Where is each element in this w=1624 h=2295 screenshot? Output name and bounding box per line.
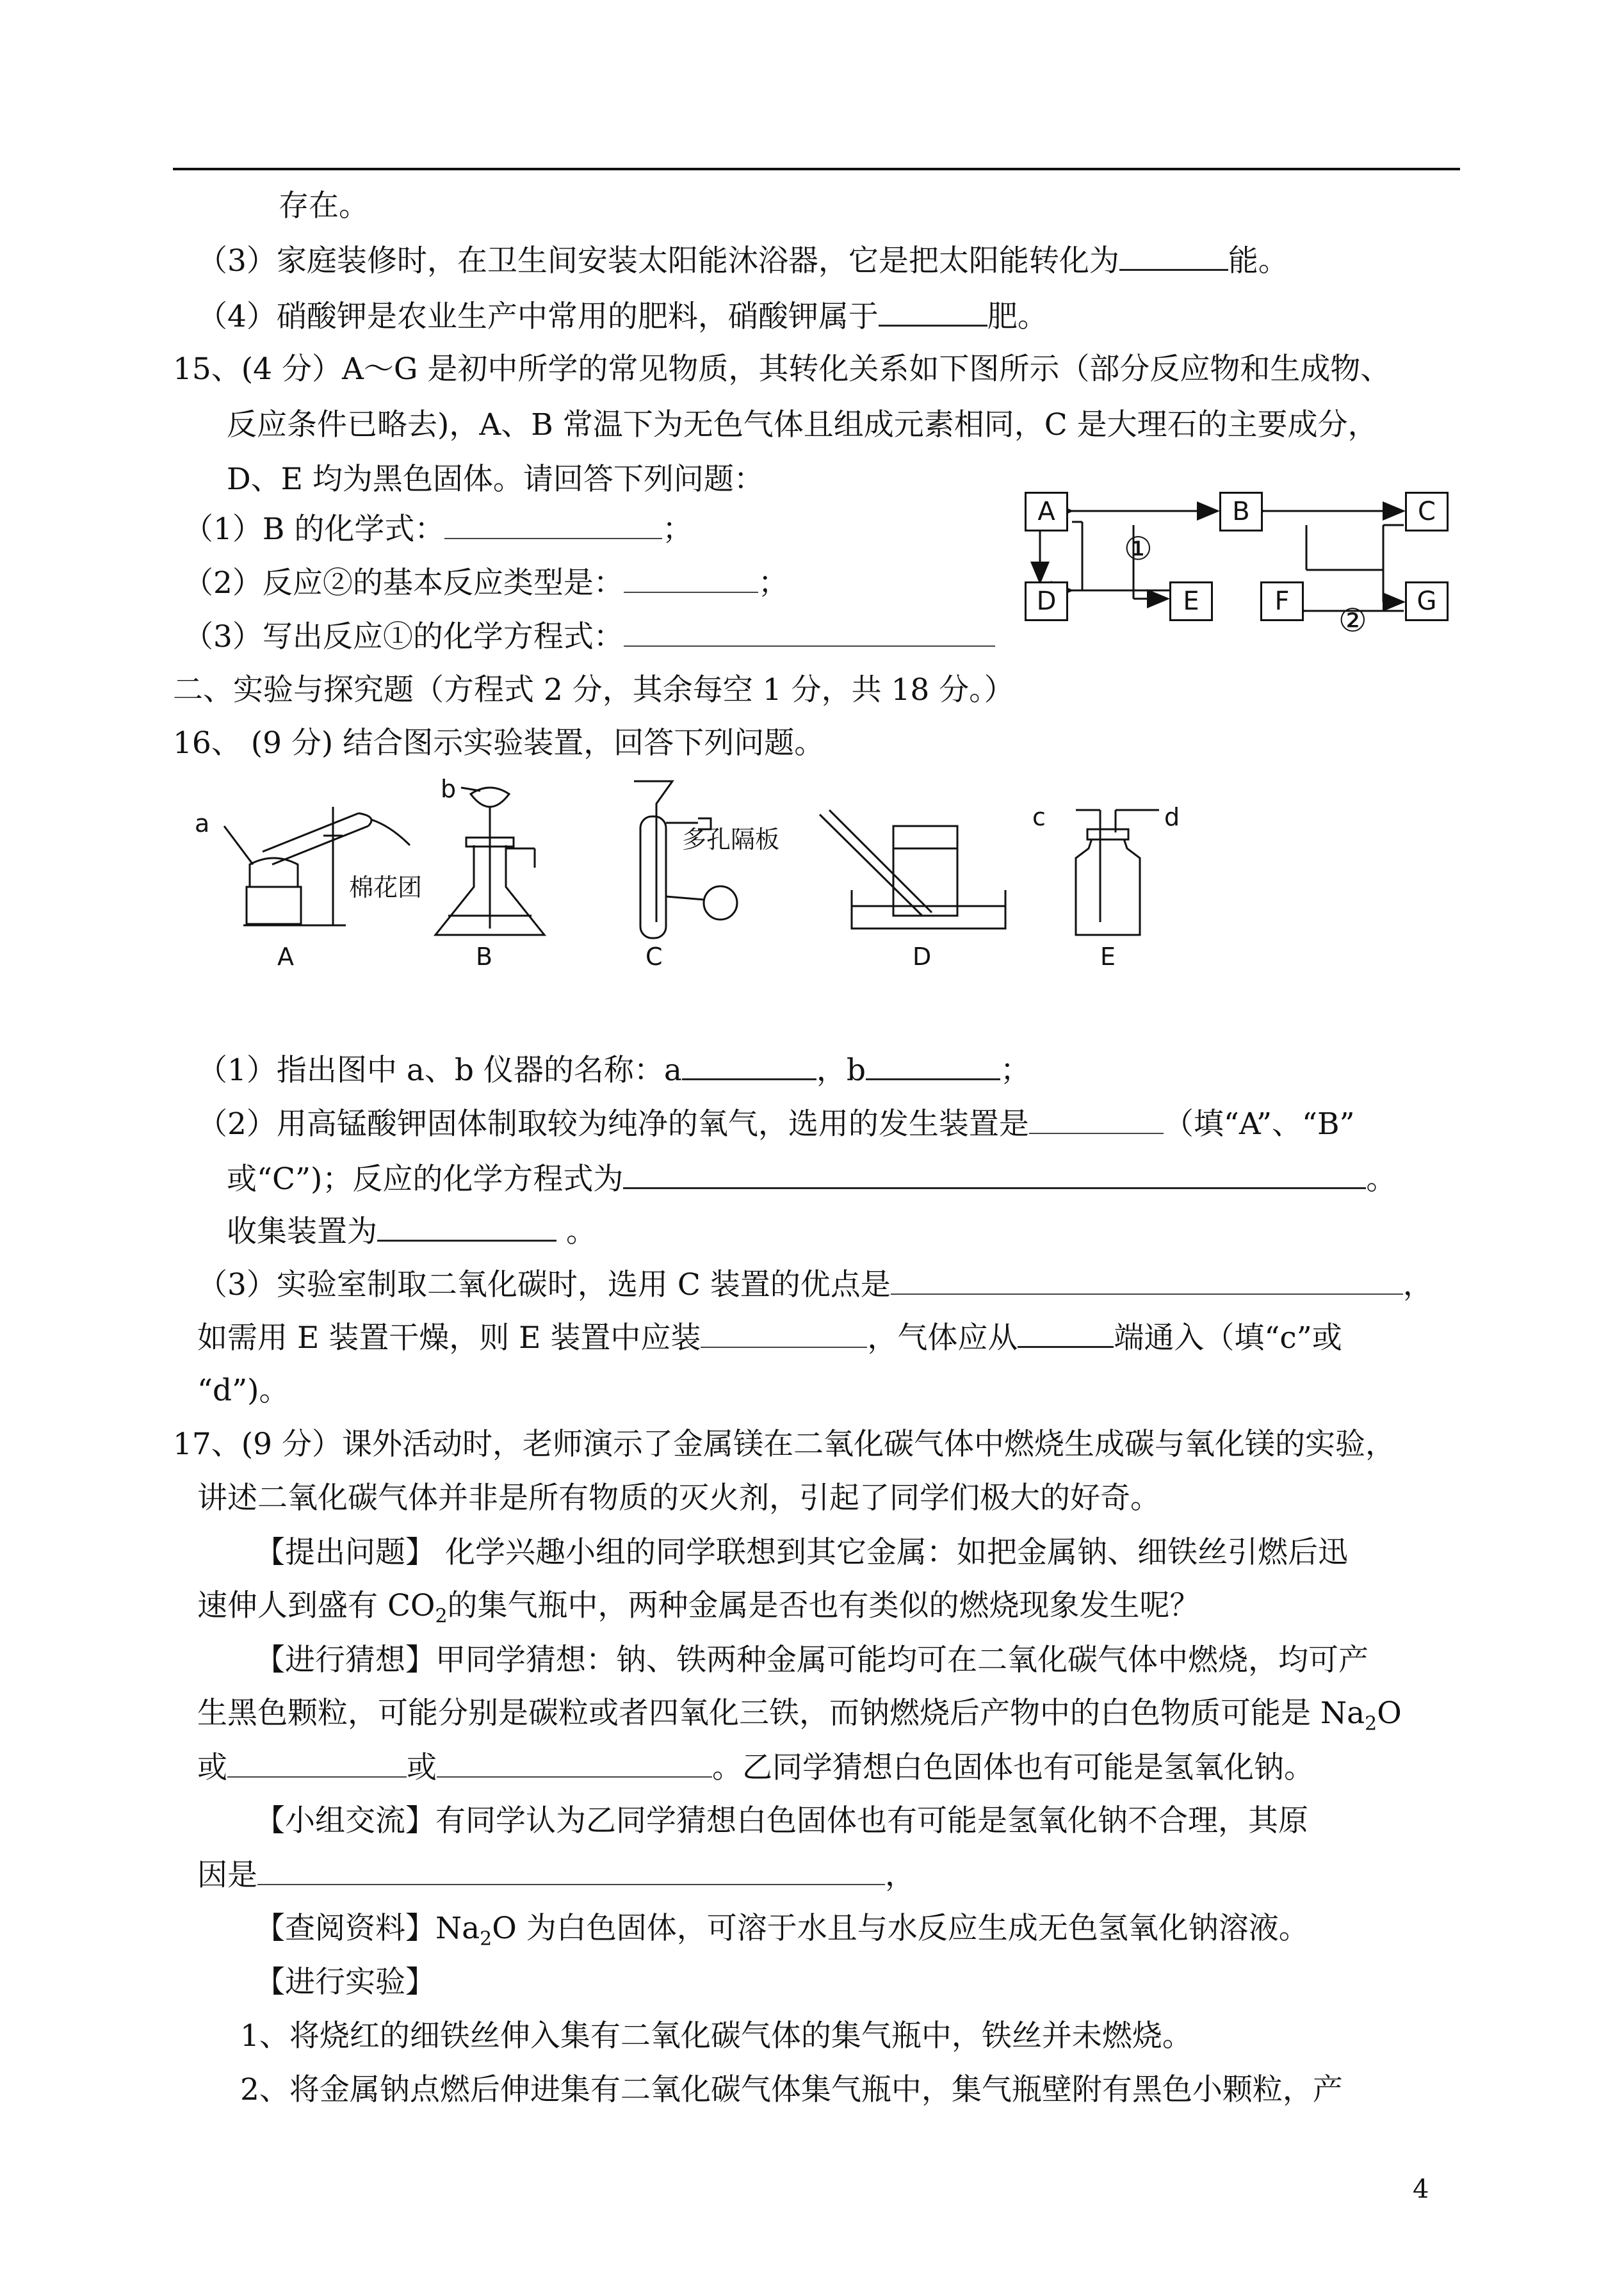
q17-problem: 【提出问题】 化学兴趣小组的同学联想到其它金属：如把金属钠、细铁丝引燃后迅 <box>255 1535 1348 1570</box>
blank-field[interactable] <box>1029 1105 1164 1134</box>
blank-field[interactable] <box>624 617 995 647</box>
header-rule <box>173 168 1460 170</box>
q17-hypothesis-blanks: 或 或 。乙同学猜想白色固体也有可能是氢氧化钠。 <box>197 1748 1314 1787</box>
q15-2: （2）反应②的基本反应类型是： ； <box>183 564 788 603</box>
q16-3-cont: 如需用 E 装置干燥，则 E 装置中应装 ，气体应从 端通入（填“c”或 <box>197 1318 1342 1358</box>
q15-stem: 反应条件已略去)，A、B 常温下为无色气体且组成元素相同，C 是大理石的主要成分， <box>227 407 1378 442</box>
q17-stem: 讲述二氧化碳气体并非是所有物质的灭火剂，引起了同学们极大的好奇。 <box>197 1480 1160 1516</box>
apparatus-D: D <box>913 943 932 971</box>
blank-field[interactable] <box>257 1856 885 1885</box>
q16-1: （1）指出图中 a、b 仪器的名称：a ，b ； <box>197 1050 1030 1090</box>
blank-field[interactable] <box>701 1318 867 1348</box>
blank-field[interactable] <box>879 296 987 327</box>
node-F: F <box>1260 581 1304 621</box>
apparatus-C: C <box>646 943 663 971</box>
blank-field[interactable] <box>623 1159 1366 1189</box>
node-E: E <box>1169 581 1213 621</box>
flow-diagram <box>1025 487 1473 640</box>
q17-reference: 【查阅资料】$Na_2O$ 为白色固体，可溶于水且与水反应生成无色氢氧化钠溶液。 <box>255 1911 1309 1950</box>
node-A: A <box>1025 492 1068 531</box>
label-cotton: 棉花团 <box>349 873 423 902</box>
label-b: b <box>441 775 457 803</box>
q16-3-end: “d”)。 <box>197 1373 289 1408</box>
section-heading: 二、实验与探究题（方程式 2 分，其余每空 1 分，共 18 分。） <box>173 672 1014 708</box>
q16-2: （2）用高锰酸钾固体制取较为纯净的氧气，选用的发生装置是 （填“A”、“B” <box>197 1105 1355 1144</box>
blank-field[interactable] <box>437 1748 712 1778</box>
text-line: 存在。 <box>279 188 369 223</box>
node-G: G <box>1405 581 1449 621</box>
q17-hypothesis: 【进行猜想】甲同学猜想：钠、铁两种金属可能均可在二氧化碳气体中燃烧，均可产 <box>255 1642 1368 1678</box>
q15-1: （1）B 的化学式： ； <box>183 510 692 549</box>
blank-field[interactable] <box>624 564 758 593</box>
label-d: d <box>1164 803 1180 831</box>
apparatus-A: A <box>277 943 294 971</box>
q15-stem: D、E 均为黑色固体。请回答下列问题： <box>227 462 764 497</box>
apparatus-drawing <box>186 768 1223 980</box>
blank-field[interactable] <box>377 1212 556 1242</box>
q17-step-2: 2、将金属钠点燃后伸进集有二氧化碳气体集气瓶中，集气瓶壁附有黑色小颗粒，产 <box>240 2072 1343 2107</box>
blank-field[interactable] <box>891 1265 1403 1295</box>
q17-step-1: 1、将烧红的细铁丝伸入集有二氧化碳气体的集气瓶中，铁丝并未燃烧。 <box>240 2018 1192 2054</box>
reaction-1-label: ① <box>1124 530 1153 567</box>
q17-discussion-cont: 因是 ， <box>197 1856 915 1895</box>
page-number: 4 <box>1413 2175 1429 2204</box>
apparatus-E: E <box>1100 943 1116 971</box>
q16-stem: 16、 (9 分) 结合图示实验装置，回答下列问题。 <box>173 726 825 761</box>
q17-experiment: 【进行实验】 <box>255 1965 435 2000</box>
q16-2-collect: 收集装置为 。 <box>227 1212 596 1251</box>
apparatus-B: B <box>476 943 493 971</box>
apparatus-figure <box>186 768 1223 980</box>
q14-3: （3）家庭装修时，在卫生间安装太阳能沐浴器，它是把太阳能转化为 能。 <box>197 241 1288 280</box>
q17-stem: 17、(9 分）课外活动时，老师演示了金属镁在二氧化碳气体中燃烧生成碳与氧化镁的实验， <box>173 1427 1395 1462</box>
q17-discussion: 【小组交流】有同学认为乙同学猜想白色固体也有可能是氢氧化钠不合理，其原 <box>255 1803 1308 1838</box>
q14-4: （4）硝酸钾是农业生产中常用的肥料，硝酸钾属于 肥。 <box>197 296 1048 336</box>
reaction-2-label: ② <box>1338 602 1367 639</box>
label-c: c <box>1032 803 1046 831</box>
label-porous-plate: 多孔隔板 <box>682 825 780 854</box>
blank-field[interactable] <box>682 1050 816 1080</box>
blank-field[interactable] <box>866 1050 1000 1080</box>
q17-hypothesis-cont: 生黑色颗粒，可能分别是碳粒或者四氧化三铁，而钠燃烧后产物中的白色物质可能是 $Na_2O$ <box>197 1696 1402 1735</box>
blank-field[interactable] <box>1119 241 1228 271</box>
q17-problem-cont: 速伸人到盛有 $CO_2$的集气瓶中，两种金属是否也有类似的燃烧现象发生呢？ <box>197 1588 1200 1628</box>
blank-field[interactable] <box>227 1748 407 1778</box>
label-a: a <box>195 809 210 838</box>
node-B: B <box>1219 492 1263 531</box>
q16-3: （3）实验室制取二氧化碳时，选用 C 装置的优点是 ， <box>197 1265 1433 1304</box>
blank-field[interactable] <box>444 510 662 539</box>
node-C: C <box>1405 492 1449 531</box>
q15-stem: 15、(4 分）A～G 是初中所学的常见物质，其转化关系如下图所示（部分反应物和生成物、 <box>173 352 1391 387</box>
q15-3: （3）写出反应①的化学方程式： <box>183 617 995 656</box>
node-D: D <box>1025 581 1068 621</box>
q16-2-cont: 或“C”)；反应的化学方程式为 。 <box>227 1159 1396 1199</box>
blank-field[interactable] <box>1018 1318 1114 1348</box>
